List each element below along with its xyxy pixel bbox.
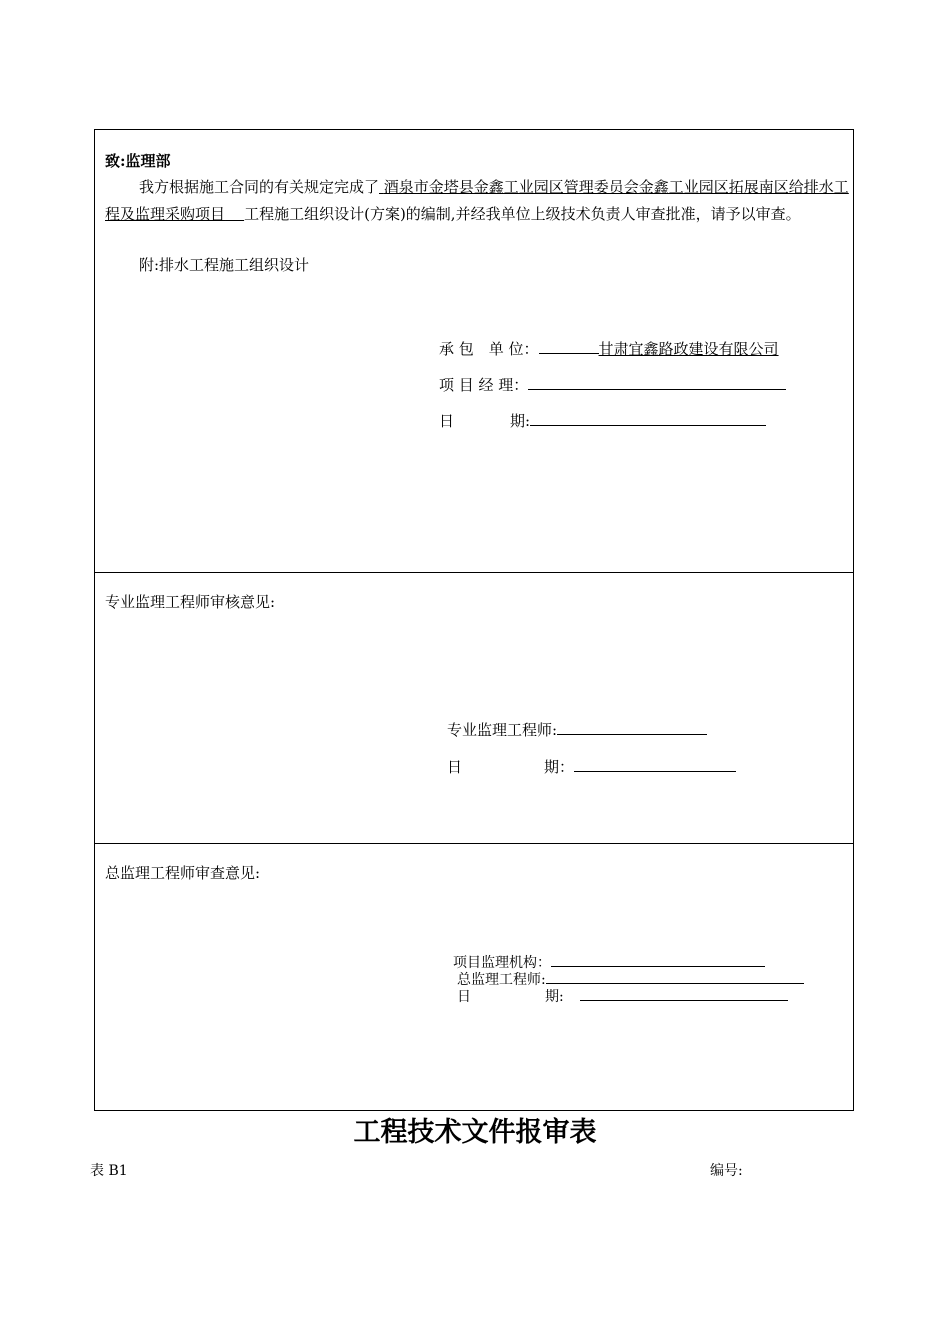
pm-signature-line[interactable] (528, 375, 786, 390)
submission-paragraph (105, 174, 849, 228)
contractor-label: 承 包 单 位： (439, 340, 539, 358)
engineer-label: 专业监理工程师: (447, 721, 558, 739)
recipient-line (105, 150, 171, 171)
date3-row (457, 988, 788, 1005)
recipient-text: 致:监理部 (105, 152, 171, 170)
chief-label: 总监理工程师: (457, 972, 546, 988)
chief-opinion-label: 总监理工程师审查意见: (105, 864, 261, 882)
agency-label: 项目监理机构： (453, 955, 551, 971)
chief-signature-line[interactable] (546, 971, 804, 984)
approval-form-table (94, 129, 854, 1111)
chief-row (457, 971, 804, 988)
contractor-pad (539, 353, 599, 354)
attachment-line: 附:排水工程施工组织设计 (139, 256, 310, 274)
engineer-opinion-label: 专业监理工程师审核意见: (105, 593, 276, 611)
contractor-value[interactable]: 甘肃宜鑫路政建设有限公司 (598, 340, 779, 358)
date1-label-a: 日 (439, 412, 455, 430)
agency-row (453, 954, 765, 971)
contractor-row (439, 338, 779, 359)
date1-label-b: 期: (510, 412, 531, 430)
contractor-section (95, 130, 853, 572)
engineer-review-section (95, 572, 853, 843)
date3-line[interactable] (580, 988, 788, 1001)
date2-line[interactable] (574, 757, 736, 772)
pm-row (439, 374, 786, 395)
date3-label-a: 日 (457, 989, 471, 1005)
date2-row (447, 756, 736, 777)
engineer-row (447, 719, 707, 740)
engineer-signature-line[interactable] (557, 720, 707, 735)
chief-review-section (95, 843, 853, 1112)
project-name[interactable]: 酒泉市金塔县金鑫工业园区管理委员会金鑫工业园区拓展南区给排水工程及监理采购项目 (105, 178, 849, 223)
date2-label-b: 期： (544, 758, 575, 776)
agency-line[interactable] (551, 954, 765, 967)
body-prefix: 我方根据施工合同的有关规定完成了 (139, 178, 380, 196)
date1-line[interactable] (530, 411, 766, 426)
form-code: 表 B1 (90, 1163, 128, 1179)
date1-row (439, 410, 766, 431)
date3-label-b: 期: (545, 989, 564, 1005)
body-suffix: 工程施工组织设计(方案)的编制,并经我单位上级技术负责人审查批准，请予以审查。 (244, 205, 801, 223)
number-label: 编号: (710, 1163, 743, 1179)
pm-label: 项 目 经 理： (439, 376, 529, 394)
form-title: 工程技术文件报审表 (353, 1117, 597, 1148)
date2-label-a: 日 (447, 758, 463, 776)
